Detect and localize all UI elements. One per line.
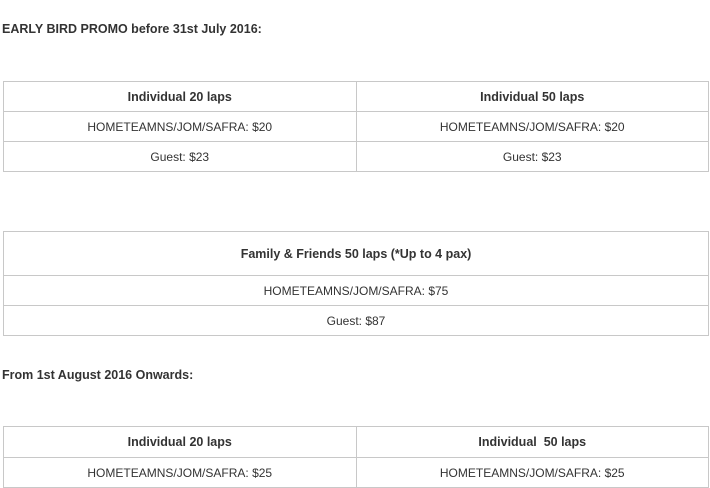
column-header-individual-20: Individual 20 laps <box>4 427 357 458</box>
column-header-individual-20: Individual 20 laps <box>4 82 357 112</box>
table-header-row <box>4 82 709 112</box>
price-cell: HOMETEAMNS/JOM/SAFRA: $25 <box>356 458 709 488</box>
price-cell: HOMETEAMNS/JOM/SAFRA: $75 <box>4 276 709 306</box>
table-header-row <box>4 427 709 458</box>
early-bird-heading: EARLY BIRD PROMO before 31st July 2016: <box>2 22 262 36</box>
price-cell: HOMETEAMNS/JOM/SAFRA: $25 <box>4 458 357 488</box>
table-row <box>4 112 709 142</box>
early-bird-family-table <box>3 231 709 336</box>
price-cell: Guest: $23 <box>356 142 709 172</box>
regular-individual-table <box>3 426 709 488</box>
table-row <box>4 458 709 488</box>
regular-price-heading: From 1st August 2016 Onwards: <box>2 368 194 382</box>
early-bird-individual-table <box>3 81 709 172</box>
table-row <box>4 142 709 172</box>
column-header-individual-50: Individual 50 laps <box>356 427 709 458</box>
column-header-individual-50: Individual 50 laps <box>356 82 709 112</box>
price-cell: HOMETEAMNS/JOM/SAFRA: $20 <box>4 112 357 142</box>
column-header-family-50: Family & Friends 50 laps (*Up to 4 pax) <box>4 232 709 276</box>
price-cell: HOMETEAMNS/JOM/SAFRA: $20 <box>356 112 709 142</box>
table-row <box>4 306 709 336</box>
table-row <box>4 276 709 306</box>
price-cell: Guest: $23 <box>4 142 357 172</box>
price-cell: Guest: $87 <box>4 306 709 336</box>
table-header-row <box>4 232 709 276</box>
